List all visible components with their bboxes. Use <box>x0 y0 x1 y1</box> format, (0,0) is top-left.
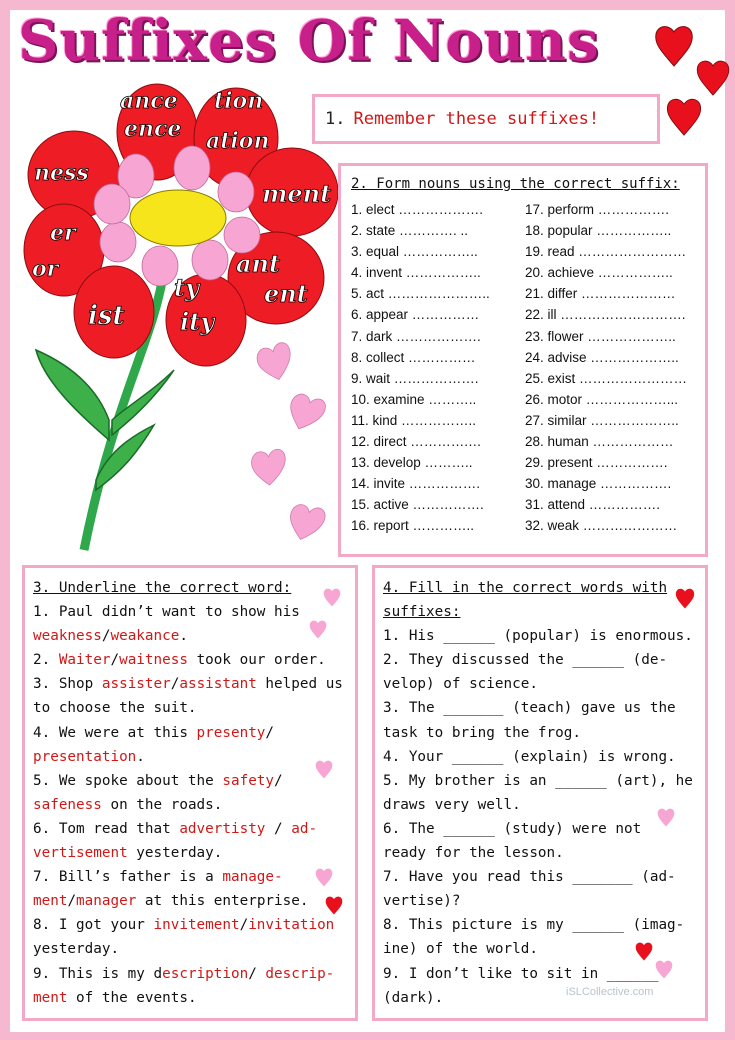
suffix-label: ment <box>262 179 332 208</box>
text-segment: 9. This is my d <box>33 965 163 982</box>
exercise-line <box>33 913 349 937</box>
word-option[interactable]: weakness <box>33 628 102 645</box>
text-segment: / <box>101 628 111 645</box>
word-list-column-1 <box>351 202 490 540</box>
section-2-heading: 2. Form nouns using the correct suffix: <box>351 176 680 192</box>
word-option[interactable]: ad- <box>291 820 318 837</box>
text-segment: yesterday. <box>33 941 120 958</box>
suffix-label: ity <box>180 307 215 336</box>
word-option[interactable]: assister <box>101 676 171 693</box>
section-4-heading-cont: suffixes: <box>383 604 461 621</box>
text-segment: took our order. <box>187 652 326 669</box>
word-item: 25. exist …………………… <box>525 370 688 386</box>
text-segment: to choose the suit. <box>33 700 197 717</box>
word-option[interactable]: ment <box>33 893 68 910</box>
exercise-line <box>33 624 349 648</box>
suffix-label: ence <box>124 116 182 142</box>
exercise-line: ready for the lesson. <box>383 845 564 862</box>
exercise-line <box>33 672 349 696</box>
exercise-line <box>33 600 349 624</box>
exercise-line: vertise)? <box>383 893 461 910</box>
text-segment: 8. I got your <box>33 917 154 934</box>
exercise-line: 5. My brother is an ______ (art), he <box>383 772 693 789</box>
word-item: 5. act ………………….. <box>351 286 490 302</box>
exercise-line: 8. This picture is my ______ (imag- <box>383 917 685 934</box>
word-item: 15. active ……………. <box>351 497 484 513</box>
heart-icon <box>308 618 328 640</box>
word-item: 10. examine ……….. <box>351 391 477 407</box>
page-title: Suffixes Of Nouns <box>18 8 600 74</box>
exercise-line <box>33 889 349 913</box>
heart-icon <box>694 56 732 98</box>
word-item: 16. report ………….. <box>351 518 475 534</box>
word-option[interactable]: vertisement <box>33 845 128 862</box>
exercise-line: velop) of science. <box>383 676 538 693</box>
exercise-line <box>33 793 349 817</box>
word-item: 27. similar ……………….. <box>525 412 679 428</box>
text-segment: . <box>179 628 188 645</box>
word-item: 6. appear …………… <box>351 307 480 323</box>
word-item: 4. invent …………….. <box>351 265 481 281</box>
text-segment: / <box>248 965 266 982</box>
word-list-column-2 <box>525 202 687 540</box>
flower-center <box>130 190 226 246</box>
heart-icon <box>664 94 704 138</box>
word-option[interactable]: invitation <box>248 917 335 934</box>
text-segment: . <box>136 748 145 765</box>
exercise-line: 6. The ______ (study) were not <box>383 820 642 837</box>
suffix-label: ness <box>34 160 89 186</box>
exercise-line: task to bring the frog. <box>383 724 581 741</box>
suffix-label: ty <box>174 273 200 302</box>
suffix-label: or <box>32 256 59 282</box>
word-item: 18. popular …………….. <box>525 223 672 239</box>
exercise-line <box>33 721 349 745</box>
text-segment: 1. Paul didn’t want to show his <box>33 604 300 621</box>
exercise-line: 7. Have you read this _______ (ad- <box>383 869 676 886</box>
word-item: 31. attend ……………. <box>525 497 661 513</box>
heart-icon <box>314 758 334 780</box>
text-segment: of the events. <box>67 989 197 1006</box>
word-item: 12. direct ………….… <box>351 434 482 450</box>
word-item: 8. collect …………… <box>351 349 476 365</box>
exercise-line: 2. They discussed the ______ (de- <box>383 652 668 669</box>
section-3-content <box>33 576 349 1010</box>
text-segment: 6. Tom read that <box>33 820 180 837</box>
heart-icon <box>652 22 696 68</box>
section-1-number: 1. <box>325 109 346 129</box>
word-option[interactable]: weakance <box>110 628 180 645</box>
suffix-label: ation <box>206 128 270 154</box>
word-item: 17. perform ……………. <box>525 202 670 217</box>
word-option[interactable]: manage- <box>222 869 283 886</box>
text-segment: / <box>265 820 292 837</box>
word-item: 32. weak ………………… <box>525 518 678 534</box>
word-item: 20. achieve …………….. <box>525 265 673 281</box>
text-segment: yesterday. <box>127 845 223 862</box>
suffix-label: ist <box>88 301 125 331</box>
word-item: 28. human ……………… <box>525 434 674 450</box>
heart-icon <box>322 586 342 608</box>
word-item: 2. state …………. .. <box>351 223 469 239</box>
heart-icon <box>674 586 696 610</box>
exercise-line: 3. The _______ (teach) gave us the <box>383 700 676 717</box>
heart-icon <box>314 866 334 888</box>
word-option[interactable]: manager <box>76 893 137 910</box>
suffix-label: ent <box>264 279 308 308</box>
text-segment: / <box>239 917 249 934</box>
text-segment: / <box>170 676 180 693</box>
exercise-line <box>33 962 349 986</box>
text-segment: 5. We spoke about the <box>33 772 223 789</box>
word-option[interactable]: Waiter <box>58 652 111 669</box>
section-1-box <box>312 94 660 144</box>
word-item: 21. differ ………………… <box>525 286 676 302</box>
text-segment: 2. <box>33 652 59 669</box>
suffix-label: ance <box>120 88 178 114</box>
heart-icon <box>634 940 654 962</box>
exercise-line <box>33 937 349 961</box>
word-option[interactable]: safety <box>222 772 275 789</box>
text-segment: / <box>110 652 120 669</box>
word-item: 13. develop ……….. <box>351 455 473 471</box>
word-item: 19. read …………………… <box>525 244 687 260</box>
section-3-heading: 3. Underline the correct word: <box>33 580 292 596</box>
word-item: 1. elect ………………. <box>351 202 484 217</box>
section-4-box <box>372 565 708 1021</box>
word-item: 24. advise ……………….. <box>525 349 679 365</box>
exercise-line: 4. Your ______ (explain) is wrong. <box>383 748 676 765</box>
exercise-line <box>33 986 349 1010</box>
word-item: 14. invite ……………. <box>351 476 481 492</box>
exercise-line <box>33 696 349 720</box>
word-item: 11. kind …………….. <box>351 412 477 428</box>
word-option[interactable]: assistant <box>179 676 257 693</box>
word-option[interactable]: ment <box>33 989 68 1006</box>
heart-icon <box>654 958 674 980</box>
word-item: 22. ill ………………………. <box>525 307 686 323</box>
text-segment: / <box>265 724 275 741</box>
heart-icon <box>324 894 344 916</box>
exercise-line <box>33 648 349 672</box>
flower-illustration <box>14 80 344 560</box>
word-option[interactable]: presentation <box>33 748 137 765</box>
section-4-heading: 4. Fill in the correct words with <box>383 580 668 596</box>
word-item: 7. dark ………………. <box>351 328 481 344</box>
word-item: 3. equal …………….. <box>351 244 478 260</box>
word-item: 23. flower ……………….. <box>525 328 676 344</box>
text-segment: on the roads. <box>101 796 223 813</box>
exercise-line <box>33 817 349 841</box>
word-option[interactable]: escription <box>162 965 249 982</box>
text-segment: 4. We were at this <box>33 724 197 741</box>
exercise-line <box>33 865 349 889</box>
heart-icon <box>656 806 676 828</box>
exercise-line <box>33 745 349 769</box>
word-option[interactable]: advertisty <box>179 820 266 837</box>
exercise-line: ine) of the world. <box>383 941 538 958</box>
word-option[interactable]: invitement <box>153 917 240 934</box>
suffix-label: er <box>50 220 76 246</box>
text-segment: 3. Shop <box>33 676 102 693</box>
word-option[interactable]: safeness <box>33 796 102 813</box>
exercise-line: 1. His ______ (popular) is enormous. <box>383 628 693 645</box>
word-option[interactable]: descrip- <box>265 965 335 982</box>
word-item: 29. present ……………. <box>525 455 668 471</box>
word-item: 30. manage ……………. <box>525 476 672 492</box>
section-1-text: Remember these suffixes! <box>353 109 600 129</box>
text-segment: at this enterprise. <box>136 893 309 910</box>
watermark: iSLCollective.com <box>566 986 654 998</box>
exercise-line <box>33 841 349 865</box>
text-segment: helped us <box>256 676 343 693</box>
word-option[interactable]: waitness <box>119 652 188 669</box>
text-segment: 7. Bill’s father is a <box>33 869 223 886</box>
exercise-line <box>33 769 349 793</box>
suffix-label: tion <box>214 88 264 114</box>
suffix-label: ant <box>236 249 281 278</box>
exercise-line: (dark). <box>383 989 444 1006</box>
section-2-box <box>338 163 708 557</box>
text-segment: / <box>67 893 77 910</box>
text-segment: / <box>274 772 283 789</box>
word-item: 9. wait ………………. <box>351 370 479 386</box>
word-item: 26. motor ………………... <box>525 391 679 407</box>
word-option[interactable]: presenty <box>196 724 266 741</box>
exercise-line: draws very well. <box>383 796 521 813</box>
exercise-line: 9. I don’t like to sit in ______ <box>383 965 659 982</box>
